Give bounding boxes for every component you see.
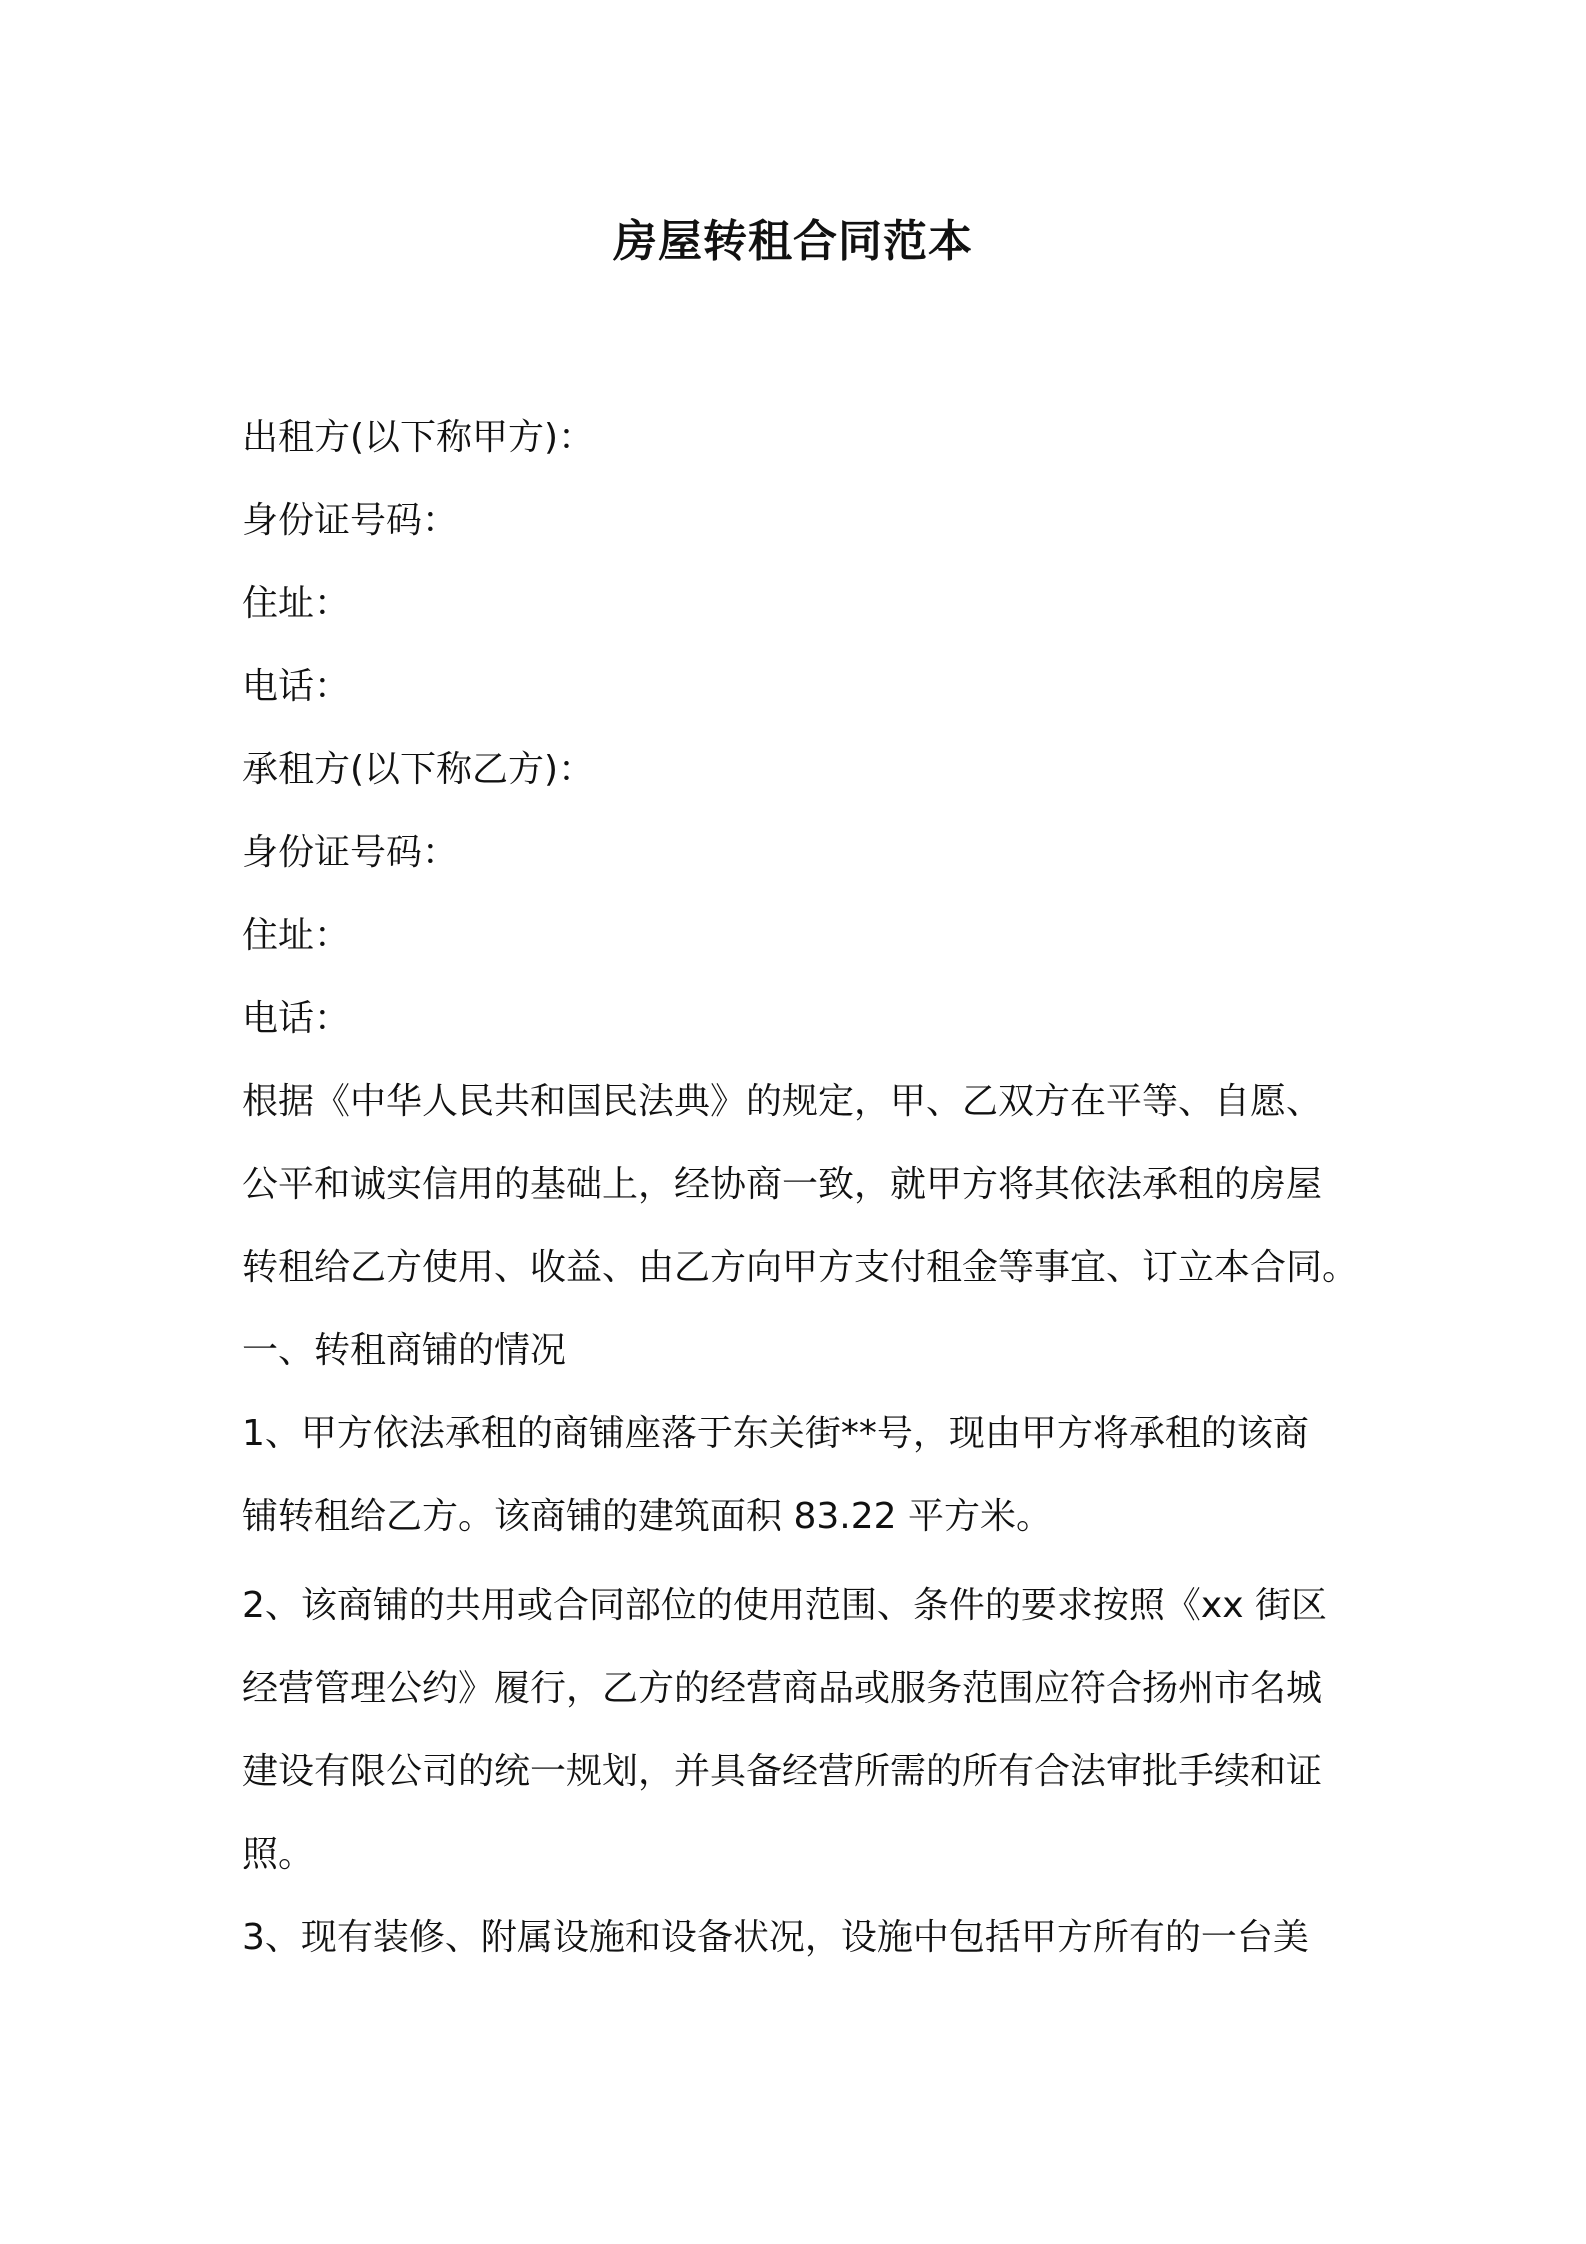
text-line-lessor-address: 住址： — [242, 583, 351, 624]
text-line-lessor: 出租方(以下称甲方)： — [242, 417, 595, 458]
text-line-lessee-phone: 电话： — [242, 998, 351, 1039]
text-line-clause-2c: 建设有限公司的统一规划，并具备经营所需的所有合法审批手续和证 — [242, 1751, 1323, 1792]
text-line-preamble-1: 根据《中华人民共和国民法典》的规定，甲、乙双方在平等、自愿、 — [242, 1081, 1323, 1122]
text-line-clause-2a: 2、该商铺的共用或合同部位的使用范围、条件的要求按照《xx 街区 — [242, 1585, 1327, 1626]
text-line-clause-1b: 铺转租给乙方。该商铺的建筑面积 83.22 平方米。 — [242, 1496, 1052, 1537]
text-line-clause-2d: 照。 — [242, 1834, 315, 1875]
text-line-lessee-address: 住址： — [242, 915, 351, 956]
text-line-preamble-3: 转租给乙方使用、收益、由乙方向甲方支付租金等事宜、订立本合同。 — [242, 1247, 1359, 1288]
text-line-lessor-id: 身份证号码： — [242, 500, 459, 541]
text-line-preamble-2: 公平和诚实信用的基础上，经协商一致，就甲方将其依法承租的房屋 — [242, 1164, 1323, 1205]
text-line-clause-3a: 3、现有装修、附属设施和设备状况，设施中包括甲方所有的一台美 — [242, 1917, 1309, 1958]
text-line-lessee-id: 身份证号码： — [242, 832, 459, 873]
section-heading-1: 一、转租商铺的情况 — [242, 1330, 567, 1371]
text-line-clause-2b: 经营管理公约》履行，乙方的经营商品或服务范围应符合扬州市名城 — [242, 1668, 1323, 1709]
text-line-clause-1a: 1、甲方依法承租的商铺座落于东关街**号，现由甲方将承租的该商 — [242, 1413, 1309, 1454]
text-line-lessor-phone: 电话： — [242, 666, 351, 707]
text-line-lessee: 承租方(以下称乙方)： — [242, 749, 595, 790]
document-title: 房屋转租合同范本 — [613, 216, 973, 267]
